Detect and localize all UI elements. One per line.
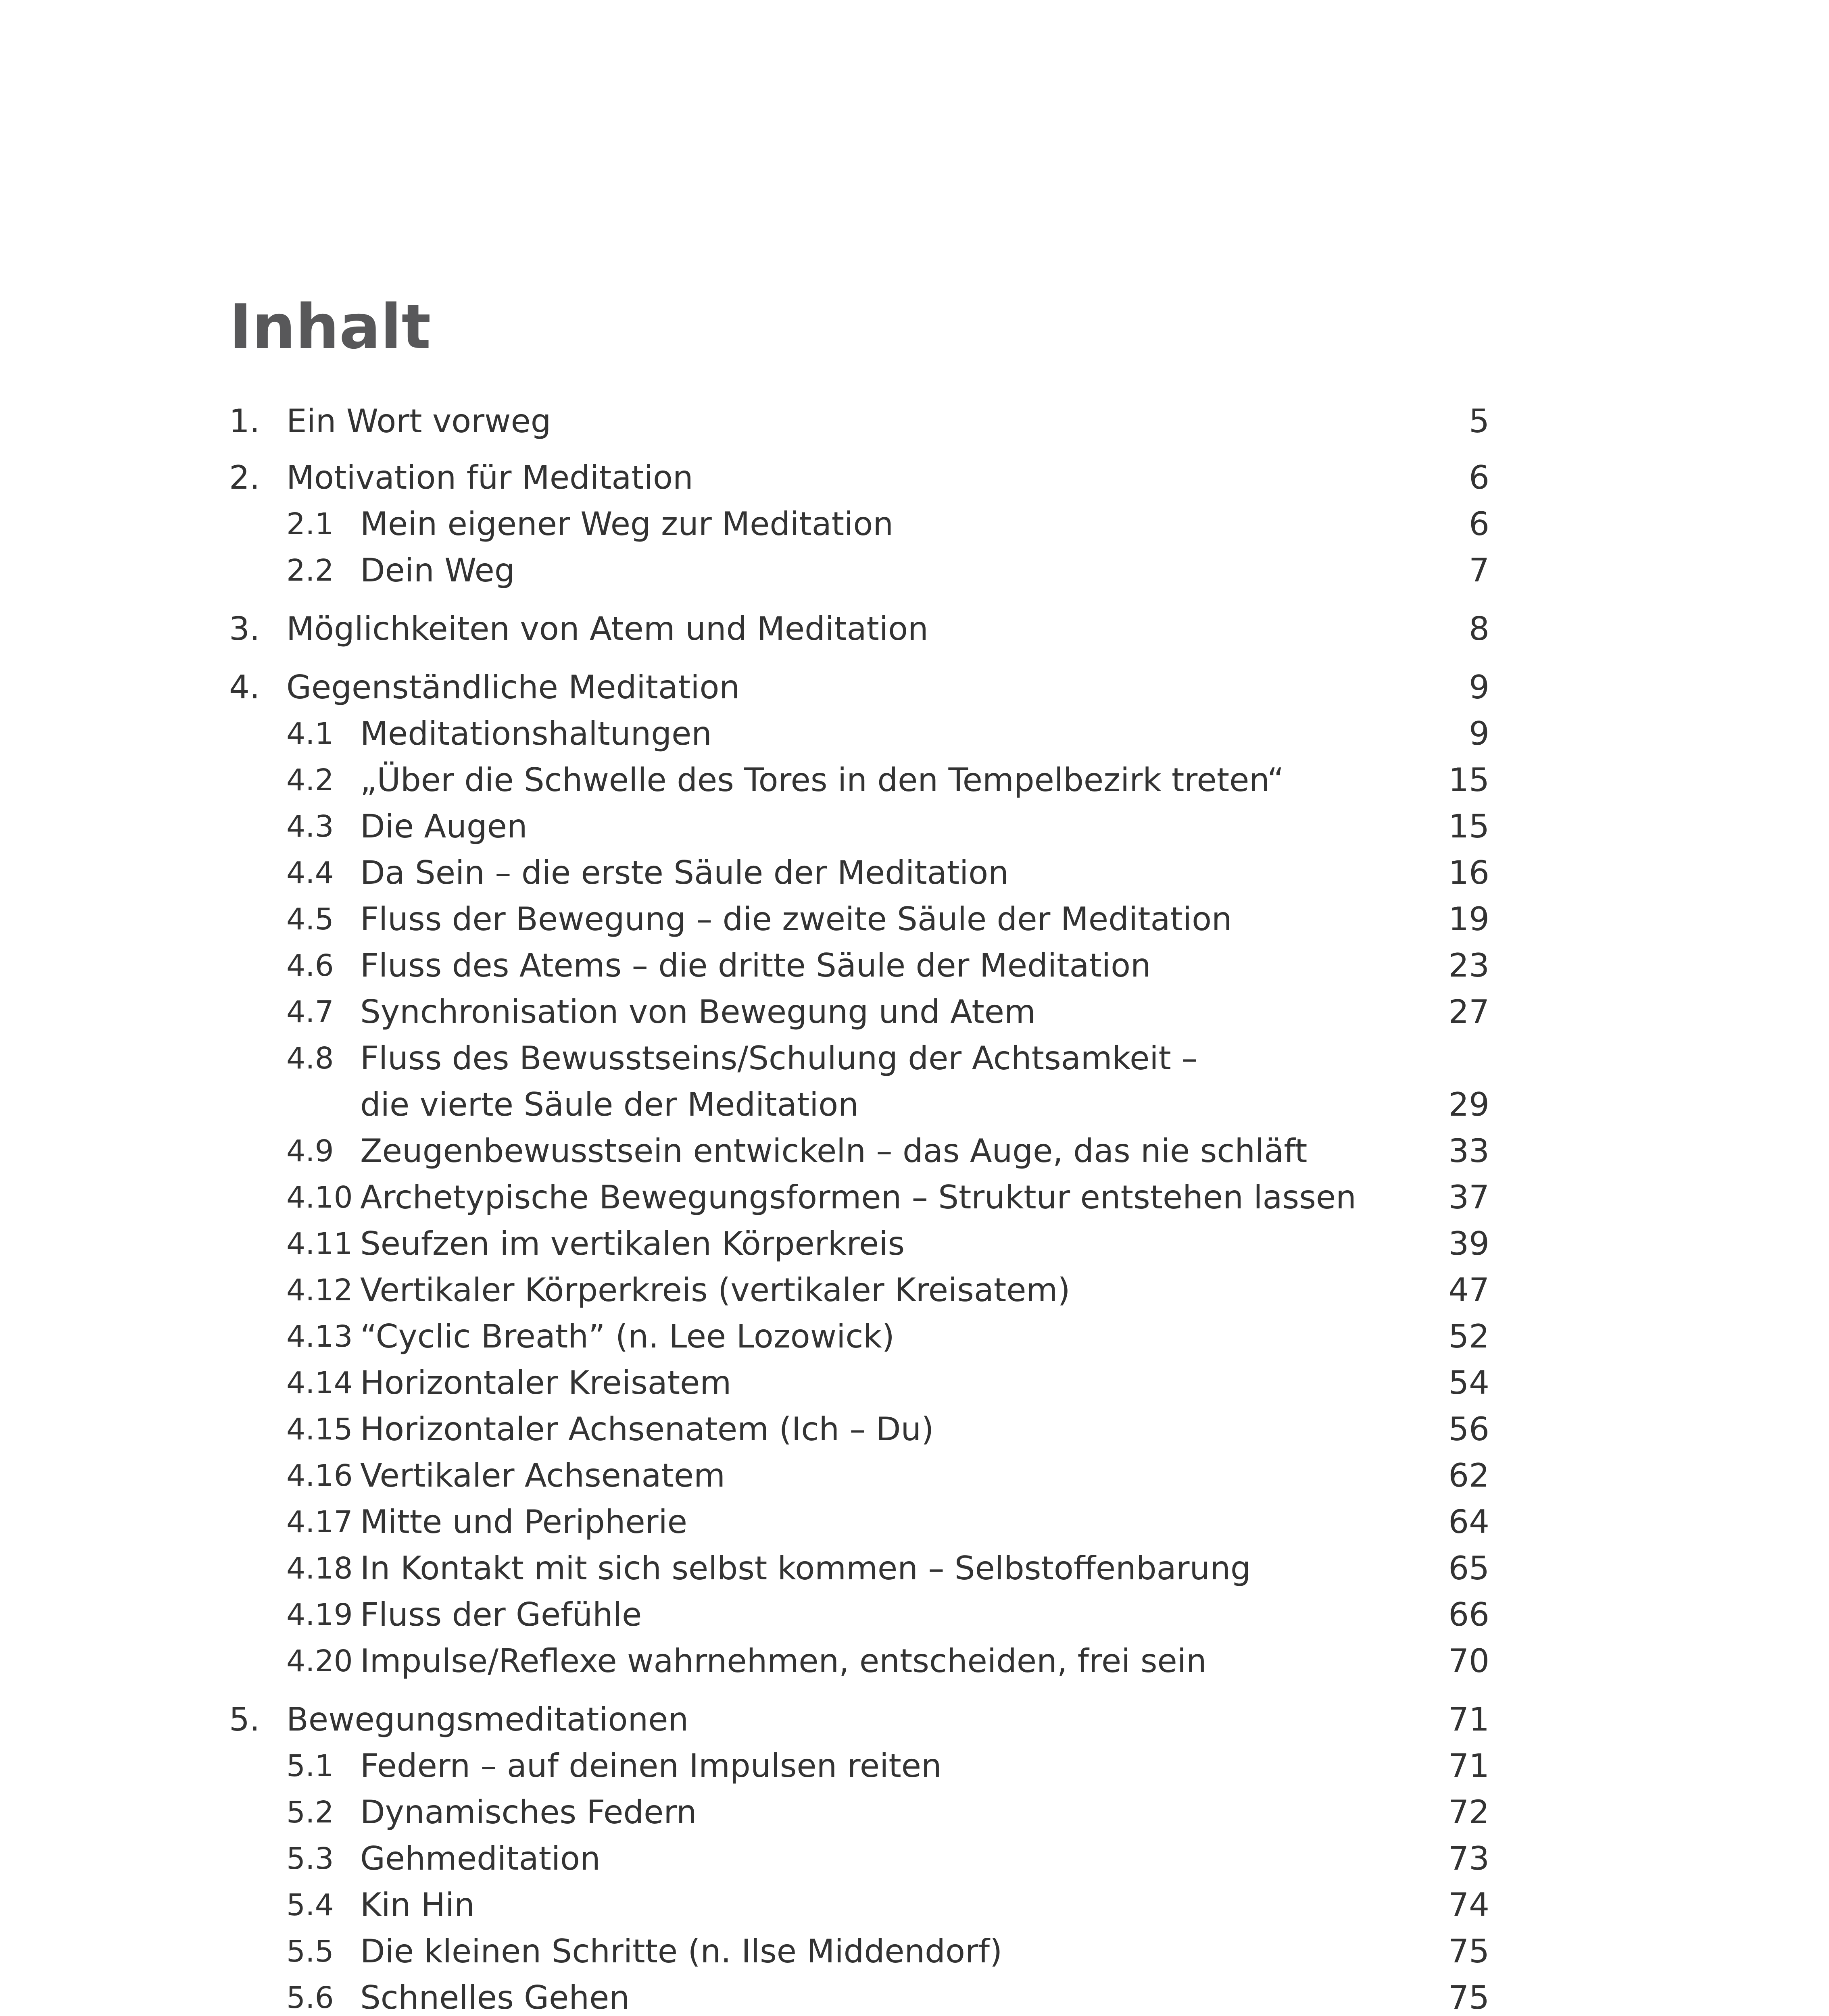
toc-entry-4-13[interactable]	[0, 1314, 1829, 1359]
toc-number: 4.16	[286, 1458, 353, 1493]
toc-title: Fluss des Atems – die dritte Säule der Meditation	[360, 947, 1151, 984]
toc-entry-4-20[interactable]	[0, 1639, 1829, 1683]
toc-title: Impulse/Reflexe wahrnehmen, entscheiden, frei sein	[360, 1642, 1207, 1680]
toc-title: Da Sein – die erste Säule der Meditation	[360, 854, 1009, 891]
toc-page: 75	[1448, 1979, 1489, 2016]
toc-number: 2.2	[286, 553, 334, 588]
toc-number: 4.11	[286, 1227, 353, 1261]
toc-page: 52	[1448, 1318, 1489, 1355]
toc-entry-2-1[interactable]	[0, 502, 1829, 546]
toc-number: 4.19	[286, 1597, 353, 1632]
toc-page: 15	[1448, 761, 1489, 799]
toc-entry-4-10[interactable]	[0, 1175, 1829, 1220]
toc-title: Die kleinen Schritte (n. Ilse Middendorf)	[360, 1933, 1003, 1970]
toc-page: 75	[1448, 1933, 1489, 1970]
toc-entry-4-6[interactable]	[0, 943, 1829, 988]
toc-page: 6	[1469, 459, 1489, 496]
toc-title: Motivation für Meditation	[286, 459, 693, 496]
toc-entry-5[interactable]	[0, 1697, 1829, 1742]
toc-title: In Kontakt mit sich selbst kommen – Selbstoffenbarung	[360, 1549, 1251, 1587]
toc-entry-5-1[interactable]	[0, 1744, 1829, 1788]
toc-page: 56	[1448, 1410, 1489, 1448]
toc-number: 2.1	[286, 507, 334, 541]
toc-entry-4-8-continued[interactable]	[0, 1083, 1829, 1127]
toc-title: „Über die Schwelle des Tores in den Tempelbezirk treten“	[360, 761, 1284, 799]
toc-entry-5-3[interactable]	[0, 1837, 1829, 1881]
toc-number: 4.4	[286, 856, 334, 890]
toc-entry-4-12[interactable]	[0, 1268, 1829, 1312]
toc-number: 4.2	[286, 763, 334, 798]
toc-title: Meditationshaltungen	[360, 715, 712, 752]
toc-page: 29	[1448, 1086, 1489, 1123]
toc-entry-4-1[interactable]	[0, 712, 1829, 756]
toc-entry-4-2[interactable]	[0, 758, 1829, 802]
toc-entry-4-7[interactable]	[0, 990, 1829, 1034]
toc-page: 23	[1448, 947, 1489, 984]
toc-number: 5.3	[286, 1841, 334, 1876]
toc-title: Horizontaler Kreisatem	[360, 1364, 732, 1402]
toc-number: 4.15	[286, 1412, 353, 1447]
toc-number: 4.	[229, 669, 260, 706]
toc-number: 4.18	[286, 1551, 353, 1586]
toc-number: 4.6	[286, 948, 334, 983]
toc-title: Gehmeditation	[360, 1840, 601, 1877]
toc-entry-2[interactable]	[0, 456, 1829, 500]
toc-number: 4.14	[286, 1366, 353, 1400]
toc-title: Fluss des Bewusstseins/Schulung der Achtsamkeit –	[360, 1039, 1198, 1077]
toc-entry-4-16[interactable]	[0, 1454, 1829, 1498]
toc-page: 39	[1448, 1225, 1489, 1262]
toc-title: Kin Hin	[360, 1886, 475, 1924]
toc-title: Vertikaler Körperkreis (vertikaler Kreisatem)	[360, 1271, 1070, 1309]
toc-page: 62	[1448, 1457, 1489, 1494]
toc-number: 4.12	[286, 1273, 353, 1308]
toc-page: 73	[1448, 1840, 1489, 1877]
toc-entry-3[interactable]	[0, 607, 1829, 651]
toc-page: 9	[1469, 669, 1489, 706]
toc-page: 37	[1448, 1179, 1489, 1216]
toc-entry-4[interactable]	[0, 665, 1829, 710]
toc-number: 4.3	[286, 809, 334, 844]
toc-title: Schnelles Gehen	[360, 1979, 630, 2016]
toc-title: Synchronisation von Bewegung und Atem	[360, 993, 1036, 1031]
toc-title: Die Augen	[360, 808, 528, 845]
toc-number: 4.13	[286, 1319, 353, 1354]
toc-entry-4-3[interactable]	[0, 804, 1829, 849]
toc-number: 4.10	[286, 1180, 353, 1215]
toc-entry-5-2[interactable]	[0, 1790, 1829, 1835]
toc-title: Dein Weg	[360, 552, 515, 589]
toc-number: 2.	[229, 459, 260, 496]
toc-title: Fluss der Gefühle	[360, 1596, 642, 1633]
toc-title: Archetypische Bewegungsformen – Struktur entstehen lassen	[360, 1179, 1356, 1216]
toc-number: 5.5	[286, 1934, 334, 1969]
toc-page: 6	[1469, 505, 1489, 543]
toc-number: 4.17	[286, 1505, 353, 1539]
toc-page: 70	[1448, 1642, 1489, 1680]
toc-number: 5.6	[286, 1981, 334, 2015]
toc-page: 19	[1448, 900, 1489, 938]
toc-page: 72	[1448, 1793, 1489, 1831]
toc-title: Vertikaler Achsenatem	[360, 1457, 726, 1494]
toc-number: 4.20	[286, 1644, 353, 1679]
toc-number: 4.9	[286, 1134, 334, 1168]
toc-page: 8	[1469, 610, 1489, 648]
toc-page: 9	[1469, 715, 1489, 752]
toc-title: Mein eigener Weg zur Meditation	[360, 505, 894, 543]
toc-page: 66	[1448, 1596, 1489, 1633]
toc-number: 5.1	[286, 1749, 334, 1783]
toc-page: 74	[1448, 1886, 1489, 1924]
toc-page: 54	[1448, 1364, 1489, 1402]
toc-entry-4-9[interactable]	[0, 1129, 1829, 1173]
toc-page: 16	[1448, 854, 1489, 891]
toc-page: 27	[1448, 993, 1489, 1031]
toc-number: 4.5	[286, 902, 334, 937]
toc-title: “Cyclic Breath” (n. Lee Lozowick)	[360, 1318, 895, 1355]
toc-number: 4.8	[286, 1041, 334, 1076]
toc-page: 7	[1469, 552, 1489, 589]
toc-title: Federn – auf deinen Impulsen reiten	[360, 1747, 942, 1785]
toc-page: 71	[1448, 1701, 1489, 1738]
toc-number: 4.1	[286, 716, 334, 751]
toc-number: 5.	[229, 1701, 260, 1738]
toc-title-continued: die vierte Säule der Meditation	[360, 1086, 859, 1123]
toc-entry-4-17[interactable]	[0, 1500, 1829, 1544]
page-title: Inhalt	[229, 291, 431, 362]
toc-title: Bewegungsmeditationen	[286, 1701, 689, 1738]
toc-page: 15	[1448, 808, 1489, 845]
toc-title: Horizontaler Achsenatem (Ich – Du)	[360, 1410, 934, 1448]
toc-page: 5	[1469, 402, 1489, 440]
toc-title: Mitte und Peripherie	[360, 1503, 688, 1541]
toc-page: 47	[1448, 1271, 1489, 1309]
toc-entry-1[interactable]	[0, 399, 1829, 444]
toc-entry-4-18[interactable]	[0, 1546, 1829, 1591]
toc-number: 1.	[229, 402, 260, 440]
toc-page: 64	[1448, 1503, 1489, 1541]
toc-title: Seufzen im vertikalen Körperkreis	[360, 1225, 905, 1262]
toc-entry-4-19[interactable]	[0, 1593, 1829, 1637]
toc-page: 33	[1448, 1132, 1489, 1170]
toc-entry-4-11[interactable]	[0, 1222, 1829, 1266]
toc-title: Zeugenbewusstsein entwickeln – das Auge, das nie schläft	[360, 1132, 1308, 1170]
toc-entry-4-5[interactable]	[0, 897, 1829, 941]
toc-entry-2-2[interactable]	[0, 548, 1829, 593]
toc-title: Möglichkeiten von Atem und Meditation	[286, 610, 928, 648]
toc-entry-5-6[interactable]	[0, 1976, 1829, 2016]
toc-number: 4.7	[286, 995, 334, 1029]
toc-number: 3.	[229, 610, 260, 648]
toc-entry-4-4[interactable]	[0, 851, 1829, 895]
toc-title: Fluss der Bewegung – die zweite Säule der Meditation	[360, 900, 1232, 938]
toc-title: Dynamisches Federn	[360, 1793, 697, 1831]
toc-title: Gegenständliche Meditation	[286, 669, 740, 706]
toc-page: 71	[1448, 1747, 1489, 1785]
toc-page: 65	[1448, 1549, 1489, 1587]
toc-number: 5.4	[286, 1888, 334, 1922]
toc-number: 5.2	[286, 1795, 334, 1830]
toc-entry-5-4[interactable]	[0, 1883, 1829, 1927]
toc-entry-4-8[interactable]	[0, 1036, 1829, 1081]
toc-title: Ein Wort vorweg	[286, 402, 551, 440]
toc-entry-4-14[interactable]	[0, 1361, 1829, 1405]
toc-entry-5-5[interactable]	[0, 1929, 1829, 1974]
toc-entry-4-15[interactable]	[0, 1407, 1829, 1452]
